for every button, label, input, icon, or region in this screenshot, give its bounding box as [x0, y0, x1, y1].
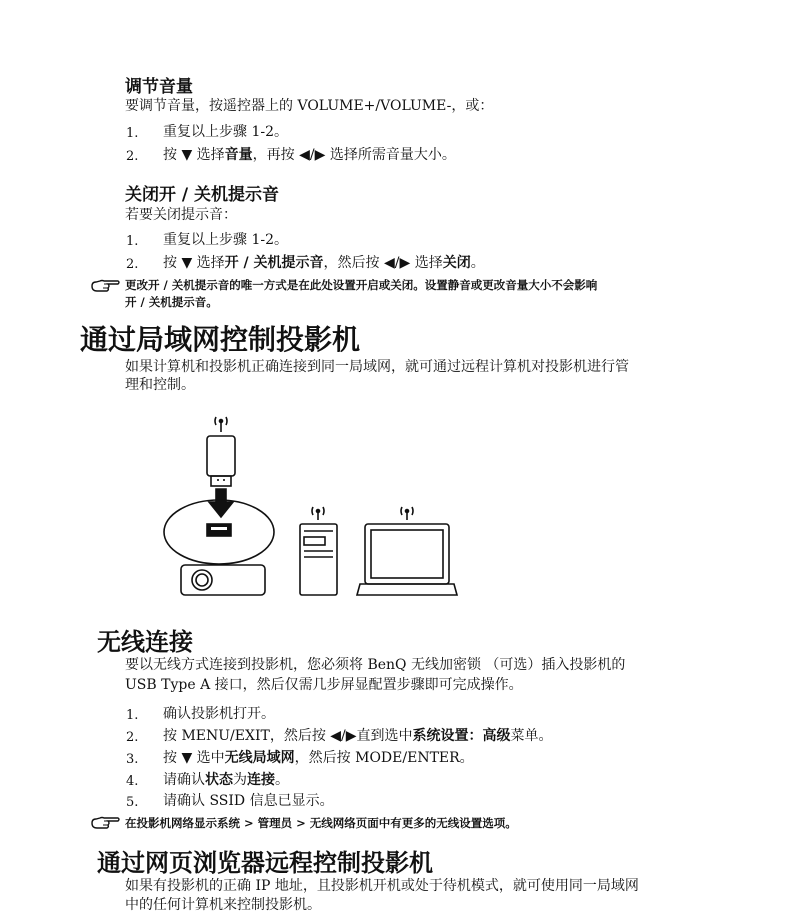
step-number: 2. [126, 149, 139, 164]
volume-step-2: 按 ▼ 选择音量，再按 ◀/▶ 选择所需音量大小。 [163, 147, 456, 163]
insert-arrow-icon [209, 489, 233, 517]
beep-step-1: 重复以上步骤 1-2。 [163, 232, 288, 248]
wireless-step-2: 按 MENU/EXIT，然后按 ◀/▶直到选中系统设置：高级菜单。 [163, 728, 553, 744]
wifi-signal-icon [312, 507, 324, 520]
lan-connection-illustration [155, 412, 475, 602]
step-number: 1. [126, 708, 139, 723]
wireless-paragraph-line-1: 要以无线方式连接到投影机，您必须将 BenQ 无线加密锁 （可选）插入投影机的 [125, 657, 626, 673]
step-number: 5. [126, 795, 139, 810]
beep-step-2: 按 ▼ 选择开 / 关机提示音，然后按 ◀/▶ 选择关闭。 [163, 255, 485, 271]
wifi-signal-icon [401, 507, 413, 520]
desktop-computer-icon [300, 524, 337, 595]
step-number: 1. [126, 126, 139, 141]
beep-note-line-1: 更改开 / 关机提示音的唯一方式是在此处设置开启或关闭。设置静音或更改音量大小不会影响 [125, 278, 598, 292]
wireless-step-3: 按 ▼ 选中无线局域网，然后按 MODE/ENTER。 [163, 750, 474, 766]
projector-icon [181, 565, 265, 595]
note-pointing-hand-icon [90, 277, 122, 293]
step-number: 4. [126, 774, 139, 789]
section-title-beep: 关闭开 / 关机提示音 [125, 185, 280, 205]
wifi-signal-icon [215, 417, 227, 432]
wireless-paragraph-line-2: USB Type A 接口，然后仅需几步屏显配置步骤即可完成操作。 [125, 677, 523, 693]
wireless-step-5: 请确认 SSID 信息已显示。 [163, 793, 334, 809]
section-title-volume: 调节音量 [125, 77, 193, 97]
volume-step-1: 重复以上步骤 1-2。 [163, 124, 288, 140]
lan-paragraph-line-2: 理和控制。 [125, 377, 195, 393]
section-title-web-control: 通过网页浏览器远程控制投影机 [97, 849, 433, 877]
wireless-note: 在投影机网络显示系统 > 管理员 > 无线网络页面中有更多的无线设置选项。 [125, 816, 517, 830]
section-title-wireless: 无线连接 [97, 628, 193, 656]
web-paragraph-line-1: 如果有投影机的正确 IP 地址，且投影机开机或处于待机模式，就可使用同一局域网 [125, 878, 639, 894]
usb-dongle [207, 436, 235, 476]
wireless-step-1: 确认投影机打开。 [163, 706, 275, 722]
step-number: 1. [126, 234, 139, 249]
step-number: 2. [126, 257, 139, 272]
beep-note-line-2: 开 / 关机提示音。 [125, 295, 218, 309]
laptop-icon [365, 524, 449, 584]
wireless-step-4: 请确认状态为连接。 [163, 772, 289, 788]
volume-intro: 要调节音量，按遥控器上的 VOLUME+/VOLUME-，或： [125, 98, 494, 114]
note-pointing-hand-icon [90, 814, 122, 830]
lan-paragraph-line-1: 如果计算机和投影机正确连接到同一局域网，就可通过远程计算机对投影机进行管 [125, 359, 629, 375]
step-number: 3. [126, 752, 139, 767]
step-number: 2. [126, 730, 139, 745]
section-title-lan: 通过局域网控制投影机 [80, 323, 361, 356]
beep-intro: 若要关闭提示音： [125, 207, 237, 223]
web-paragraph-line-2: 中的任何计算机来控制投影机。 [125, 897, 321, 913]
